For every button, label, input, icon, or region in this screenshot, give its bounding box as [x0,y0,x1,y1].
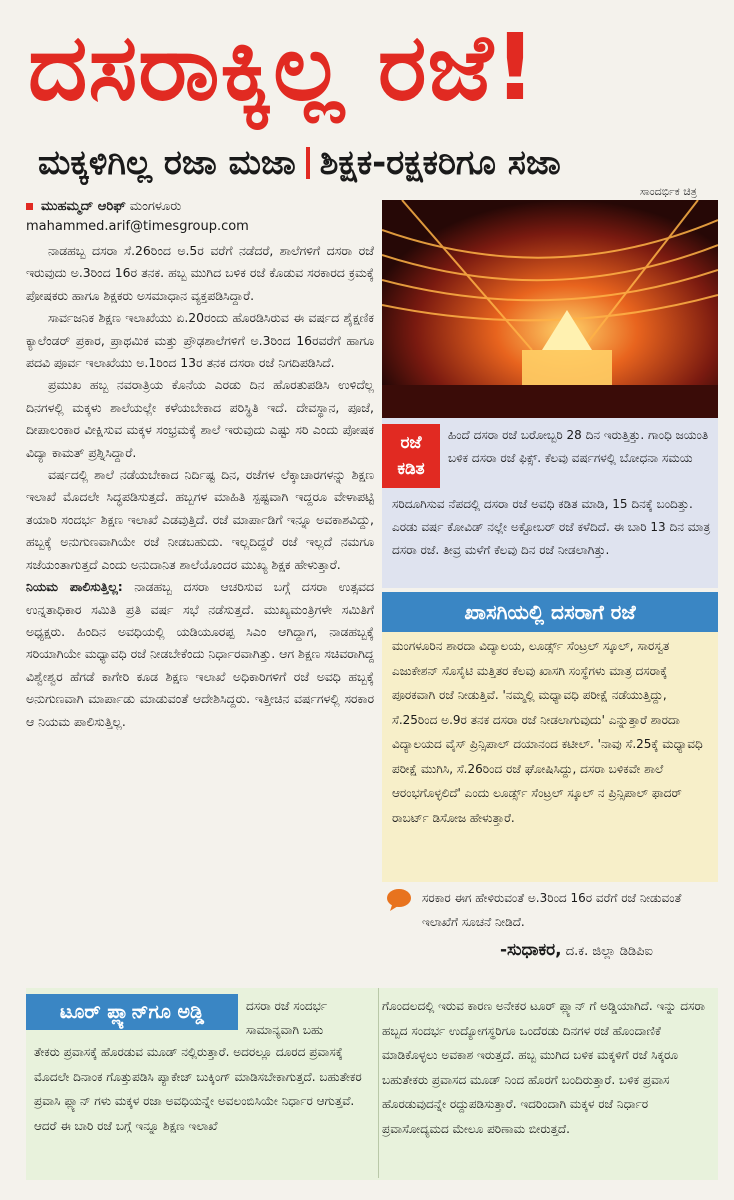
quote-author: -ಸುಧಾಕರ, [500,940,562,960]
holiday-cut-tag-line2: ಕಡಿತ [397,459,425,479]
tour-plan-text-left: ತೇಕರು ಪ್ರವಾಸಕ್ಕೆ ಹೊರಡುವ ಮೂಡ್ ನಲ್ಲಿರುತ್ತಾರೆ. ಅದರಲ್ಲೂ ದೂರದ ಪ್ರವಾಸಕ್ಕೆ ಮೊದಲೇ ದಿನಾಂಕ ಗೊತ್ತುಪಡಿಸಿ ಪ್ಯಾಕೇಜ್ ಬುಕ್ಕಿಂಗ್ ಮಾಡಿಸಬೇಕಾಗುತ್ತದೆ. ಬಹುತೇಕರ ಪ್ರವಾಸಿ ಪ್ಲ್ಯಾನ್ ಗಳು ಮಕ್ಕಳ ರಜಾ ಅವಧಿಯನ್ನೇ ಅವಲಂಬಿಸಿಯೇ ನಿರ್ಧಾರ ಆಗುತ್ತವೆ. ಆದರೆ ಈ ಬಾರಿ ರಜೆ ಬಗ್ಗೆ ಇನ್ನೂ ಶಿಕ್ಷಣ ಇಲಾಖೆ [34,1045,362,1133]
tour-column-divider [378,988,379,1178]
subheadline-separator [306,147,310,179]
subheadline-left: ಮಕ್ಕಳಿಗಿಲ್ಲ ರಜಾ ಮಜಾ [38,143,296,183]
byline-bullet-icon [26,203,33,210]
body-paragraph: ಸಾರ್ವಜನಿಕ ಶಿಕ್ಷಣ ಇಲಾಖೆಯು ಏ.20ರಂದು ಹೊರಡಿಸಿರುವ ಈ ವರ್ಷದ ಶೈಕ್ಷಣಿಕ ಕ್ಯಾಲೆಂಡರ್ ಪ್ರಕಾರ, ಪ್ರಾಥಮಿಕ ಮತ್ತು ಪ್ರೌಢಶಾಲೆಗಳಿಗೆ ಅ.3ರಿಂದ 16ರವರೆಗೆ ಹಾಗೂ ಪದವಿ ಪೂರ್ವ ಇಲಾಖೆಯು ಅ.1ರಿಂದ 13ರ ತನಕ ದಸರಾ ರಜೆ ನಿಗದಿಪಡಿಸಿದೆ. [26,310,374,371]
holiday-cut-text-bottom: ಸರಿದೂಗಿಸುವ ನೆಪದಲ್ಲಿ ದಸರಾ ರಜೆ ಅವಧಿ ಕಡಿತ ಮಾಡಿ, 15 ದಿನಕ್ಕೆ ಬಂದಿತ್ತು. ಎರಡು ವರ್ಷ ಕೋವಿಡ್ ನಲ್ಲೇ ಅಕ್ಟೋಬರ್ ರಜೆ ಕಳೆದಿದೆ. ಈ ಬಾರಿ 13 ದಿನ ಮಾತ್ರ ದಸರಾ ರಜೆ. ತೀವ್ರ ಮಳೆಗೆ ಕೆಲವು ದಿನ ರಜೆ ನೀಡಲಾಗಿತ್ತು. [392,497,711,557]
tour-plan-text-right: ಗೊಂದಲದಲ್ಲಿ ಇರುವ ಕಾರಣ ಅನೇಕರ ಟೂರ್ ಪ್ಲ್ಯಾನ್ ಗೆ ಅಡ್ಡಿಯಾಗಿದೆ. ಇನ್ನು ದಸರಾ ಹಬ್ಬದ ಸಂದರ್ಭ ಉದ್ಯೋಗಸ್ಥರಿಗೂ ಒಂದೆರಡು ದಿನಗಳ ರಜೆ ಹೊಂದಾಣಿಕೆ ಮಾಡಿಕೊಳ್ಳಲು ಅವಕಾಶ ಇರುತ್ತದೆ. ಹಬ್ಬ ಮುಗಿದ ಬಳಿಕ ಮಕ್ಕಳಿಗೆ ರಜೆ ಸಿಕ್ಕರೂ ಬಹುತೇಕರು ಪ್ರವಾಸದ ಮೂಡ್ ನಿಂದ ಹೊರಗೆ ಬಂದಿರುತ್ತಾರೆ. ಬಳಿಕ ಪ್ರವಾಸ ಹೊರಡುವುದನ್ನೇ ರದ್ದುಪಡಿಸುತ್ತಾರೆ. ಇದರಿಂದಾಗಿ ಮಕ್ಕಳ ರಜೆ ನಿರ್ಧಾರ ಪ್ರವಾಸೋದ್ಯಮದ ಮೇಲೂ ಪರಿಣಾಮ ಬೀರುತ್ತದೆ. [382,999,705,1136]
quote-author-role: ದ.ಕ. ಜಿಲ್ಲಾ ಡಿಡಿಪಿಐ [561,944,653,959]
holiday-cut-tag [382,424,440,488]
private-schools-heading: ಖಾಸಗಿಯಲ್ಲಿ ದಸರಾಗೆ ರಜೆ [382,592,718,632]
official-quote-signature [500,940,653,960]
headline: ದಸರಾಕ್ಕಿಲ್ಲ ರಜೆ! [28,14,537,121]
photo-caption-tag: ಸಾಂದರ್ಭಿಕ ಚಿತ್ರ [640,185,697,198]
rule-paragraph [26,576,374,733]
tour-plan-text-head: ದಸರಾ ರಜೆ ಸಂದರ್ಭ ಸಾಮಾನ್ಯವಾಗಿ ಬಹು [246,999,328,1037]
byline-name: ಮುಹಮ್ಮದ್ ಆರಿಫ್ [41,199,126,214]
main-article-body [26,240,374,988]
rule-paragraph-text: ನಾಡಹಬ್ಬ ದಸರಾ ಆಚರಿಸುವ ಬಗ್ಗೆ ದಸರಾ ಉತ್ಸವದ ಉನ್ನತಾಧಿಕಾರ ಸಮಿತಿ ಪ್ರತಿ ವರ್ಷ ಸಭೆ ನಡೆಸುತ್ತದೆ. ಮುಖ್ಯಮಂತ್ರಿಗಳೇ ಸಮಿತಿಗೆ ಅಧ್ಯಕ್ಷರು. ಹಿಂದಿನ ಅವಧಿಯಲ್ಲಿ ಯಡಿಯೂರಪ್ಪ ಸಿಎಂ ಆಗಿದ್ದಾಗ, ನಾಡಹಬ್ಬಕ್ಕೆ ಸರಿಯಾಗಿಯೇ ಮಧ್ಯಾವಧಿ ರಜೆ ನೀಡಬೇಕೆಂದು ನಿರ್ಧಾರವಾಗಿತ್ತು. ಆಗ ಶಿಕ್ಷಣ ಸಚಿವರಾಗಿದ್ದ ವಿಶ್ವೇಶ್ವರ ಹೆಗಡೆ ಕಾಗೇರಿ ಕೂಡ ಶಿಕ್ಷಣ ಇಲಾಖೆ ಅಧಿಕಾರಿಗಳಿಗೆ ರಜೆ ಅವಧಿ ಹಬ್ಬಕ್ಕೆ ಅನುಗುಣವಾಗಿ ಮಾರ್ಪಾಡು ಮಾಡುವಂತೆ ಆದೇಶಿಸಿದ್ದರು. ಇತ್ತೀಚಿನ ವರ್ಷಗಳಲ್ಲಿ ಸರಕಾರ ಆ ನಿಯಮ ಪಾಲಿಸುತ್ತಿಲ್ಲ. [26,579,374,729]
holiday-cut-text-top: ಹಿಂದೆ ದಸರಾ ರಜೆ ಬರೋಬ್ಬರಿ 28 ದಿನ ಇರುತ್ತಿತ್ತು. ಗಾಂಧಿ ಜಯಂತಿ ಬಳಿಕ ದಸರಾ ರಜೆ ಫಿಕ್ಸ್. ಕೆಲವು ವರ್ಷಗಳಲ್ಲಿ ಬೋಧನಾ ಸಮಯ [448,428,709,465]
rule-paragraph-lead: ನಿಯಮ ಪಾಲಿಸುತ್ತಿಲ್ಲ: [26,579,123,595]
body-paragraph: ಪ್ರಮುಖ ಹಬ್ಬ ನವರಾತ್ರಿಯ ಕೊನೆಯ ಎರಡು ದಿನ ಹೊರತುಪಡಿಸಿ ಉಳಿದೆಲ್ಲ ದಿನಗಳಲ್ಲಿ ಮಕ್ಕಳು ಶಾಲೆಯಲ್ಲೇ ಕಳೆಯಬೇಕಾದ ಪರಿಸ್ಥಿತಿ ಇದೆ. ದೇವಸ್ಥಾನ, ಪೂಜೆ, ದೀಪಾಲಂಕಾರ ವೀಕ್ಷಿಸುವ ಮಕ್ಕಳ ಸಂಭ್ರಮಕ್ಕೆ ಶಾಲೆ ಇರುವುದು ಎಷ್ಟು ಸರಿ ಎಂದು ಪೋಷಕ ವಿದ್ಯಾ ಕಾಮತ್ ಪ್ರಶ್ನಿಸಿದ್ದಾರೆ. [26,377,374,460]
dasara-lights-photo [382,200,718,418]
private-schools-text: ಮಂಗಳೂರಿನ ಶಾರದಾ ವಿದ್ಯಾಲಯ, ಲೂರ್ಡ್ಸ್ ಸೆಂಟ್ರಲ್ ಸ್ಕೂಲ್, ಸಾರಸ್ವತ ಎಜುಕೇಶನ್ ಸೊಸೈಟಿ ಮತ್ತಿತರ ಕೆಲವು ಖಾಸಗಿ ಸಂಸ್ಥೆಗಳು ಮಾತ್ರ ದಸರಾಕ್ಕೆ ಪೂರಕವಾಗಿ ರಜೆ ನೀಡುತ್ತಿವೆ. 'ನಮ್ಮಲ್ಲಿ ಮಧ್ಯಾವಧಿ ಪರೀಕ್ಷೆ ನಡೆಯುತ್ತಿದ್ದು, ಸೆ.25ರಿಂದ ಅ.9ರ ತನಕ ದಸರಾ ರಜೆ ನೀಡಲಾಗುವುದು' ಎನ್ನುತ್ತಾರೆ ಶಾರದಾ ವಿದ್ಯಾಲಯದ ವೈಸ್ ಪ್ರಿನ್ಸಿಪಾಲ್ ದಯಾನಂದ ಕಟೀಲ್. 'ನಾವು ಸೆ.25ಕ್ಕೆ ಮಧ್ಯಾವಧಿ ಪರೀಕ್ಷೆ ಮುಗಿಸಿ, ಸೆ.26ರಿಂದ ರಜೆ ಘೋಷಿಸಿದ್ದು, ದಸರಾ ಬಳಿಕವೇ ಶಾಲೆ ಆರಂಭಗೊಳ್ಳಲಿದೆ' ಎಂದು ಲೂರ್ಡ್ಸ್ ಸೆಂಟ್ರಲ್ ಸ್ಕೂಲ್ ನ ಪ್ರಿನ್ಸಿಪಾಲ್ ಫಾದರ್ ರಾಬರ್ಟ್ ಡಿಸೋಜ ಹೇಳುತ್ತಾರೆ. [392,639,703,825]
subheadline-right: ಶಿಕ್ಷಕ-ರಕ್ಷಕರಿಗೂ ಸಜಾ [319,143,561,183]
subheadline [38,138,710,188]
body-paragraph: ವರ್ಷದಲ್ಲಿ ಶಾಲೆ ನಡೆಯಬೇಕಾದ ನಿರ್ದಿಷ್ಟ ದಿನ, ರಜೆಗಳ ಲೆಕ್ಕಾಚಾರಗಳನ್ನು ಶಿಕ್ಷಣ ಇಲಾಖೆ ಮೊದಲೇ ಸಿದ್ಧಪಡಿಸುತ್ತದೆ. ಹಬ್ಬಗಳ ಮಾಹಿತಿ ಸ್ಪಷ್ಟವಾಗಿ ಇದ್ದರೂ ವೇಳಾಪಟ್ಟಿ ತಯಾರಿ ಸಂದರ್ಭ ಶಿಕ್ಷಣ ಇಲಾಖೆ ಎಡವುತ್ತಿದೆ. ರಜೆ ಮಾರ್ಪಾಡಿಗೆ ಇನ್ನೂ ಅವಕಾಶವಿದ್ದು, ಹಬ್ಬಕ್ಕೆ ಅನುಗುಣವಾಗಿಯೇ ರಜೆ ನೀಡಬಹುದು. ಇಲ್ಲದಿದ್ದರೆ ರಜೆ ಇಲ್ಲದೆ ನಮಗೂ ಸಜೆಯಂತಾಗುತ್ತದೆ ಎಂದು ಅನುದಾನಿತ ಶಾಲೆಯೊಂದರ ಮುಖ್ಯ ಶಿಕ್ಷಕ ಹೇಳುತ್ತಾರೆ. [26,467,374,572]
byline [26,199,181,214]
byline-place: ಮಂಗಳೂರು [129,199,182,214]
speech-bubble-icon [386,888,412,912]
holiday-cut-tag-line1: ರಜೆ [400,433,422,453]
official-quote-text: ಸರಕಾರ ಈಗ ಹೇಳಿರುವಂತೆ ಅ.3ರಿಂದ 16ರ ವರೆಗೆ ರಜೆ ನೀಡುವಂತೆ ಇಲಾಖೆಗೆ ಸೂಚನೆ ನೀಡಿದೆ. [422,891,682,929]
tour-plan-heading: ಟೂರ್ ಪ್ಲ್ಯಾನ್‌ಗೂ ಅಡ್ಡಿ [26,994,238,1030]
body-paragraph: ನಾಡಹಬ್ಬ ದಸರಾ ಸೆ.26ರಿಂದ ಅ.5ರ ವರೆಗೆ ನಡೆದರೆ, ಶಾಲೆಗಳಿಗೆ ದಸರಾ ರಜೆ ಇರುವುದು ಅ.3ರಿಂದ 16ರ ತನಕ. ಹಬ್ಬ ಮುಗಿದ ಬಳಿಕ ರಜೆ ಕೊಡುವ ಸರಕಾರದ ಕ್ರಮಕ್ಕೆ ಪೋಷಕರು ಹಾಗೂ ಶಿಕ್ಷಕರು ಅಸಮಾಧಾನ ವ್ಯಕ್ತಪಡಿಸಿದ್ದಾರೆ. [26,243,374,303]
byline-email[interactable]: mahammed.arif@timesgroup.com [26,219,249,234]
